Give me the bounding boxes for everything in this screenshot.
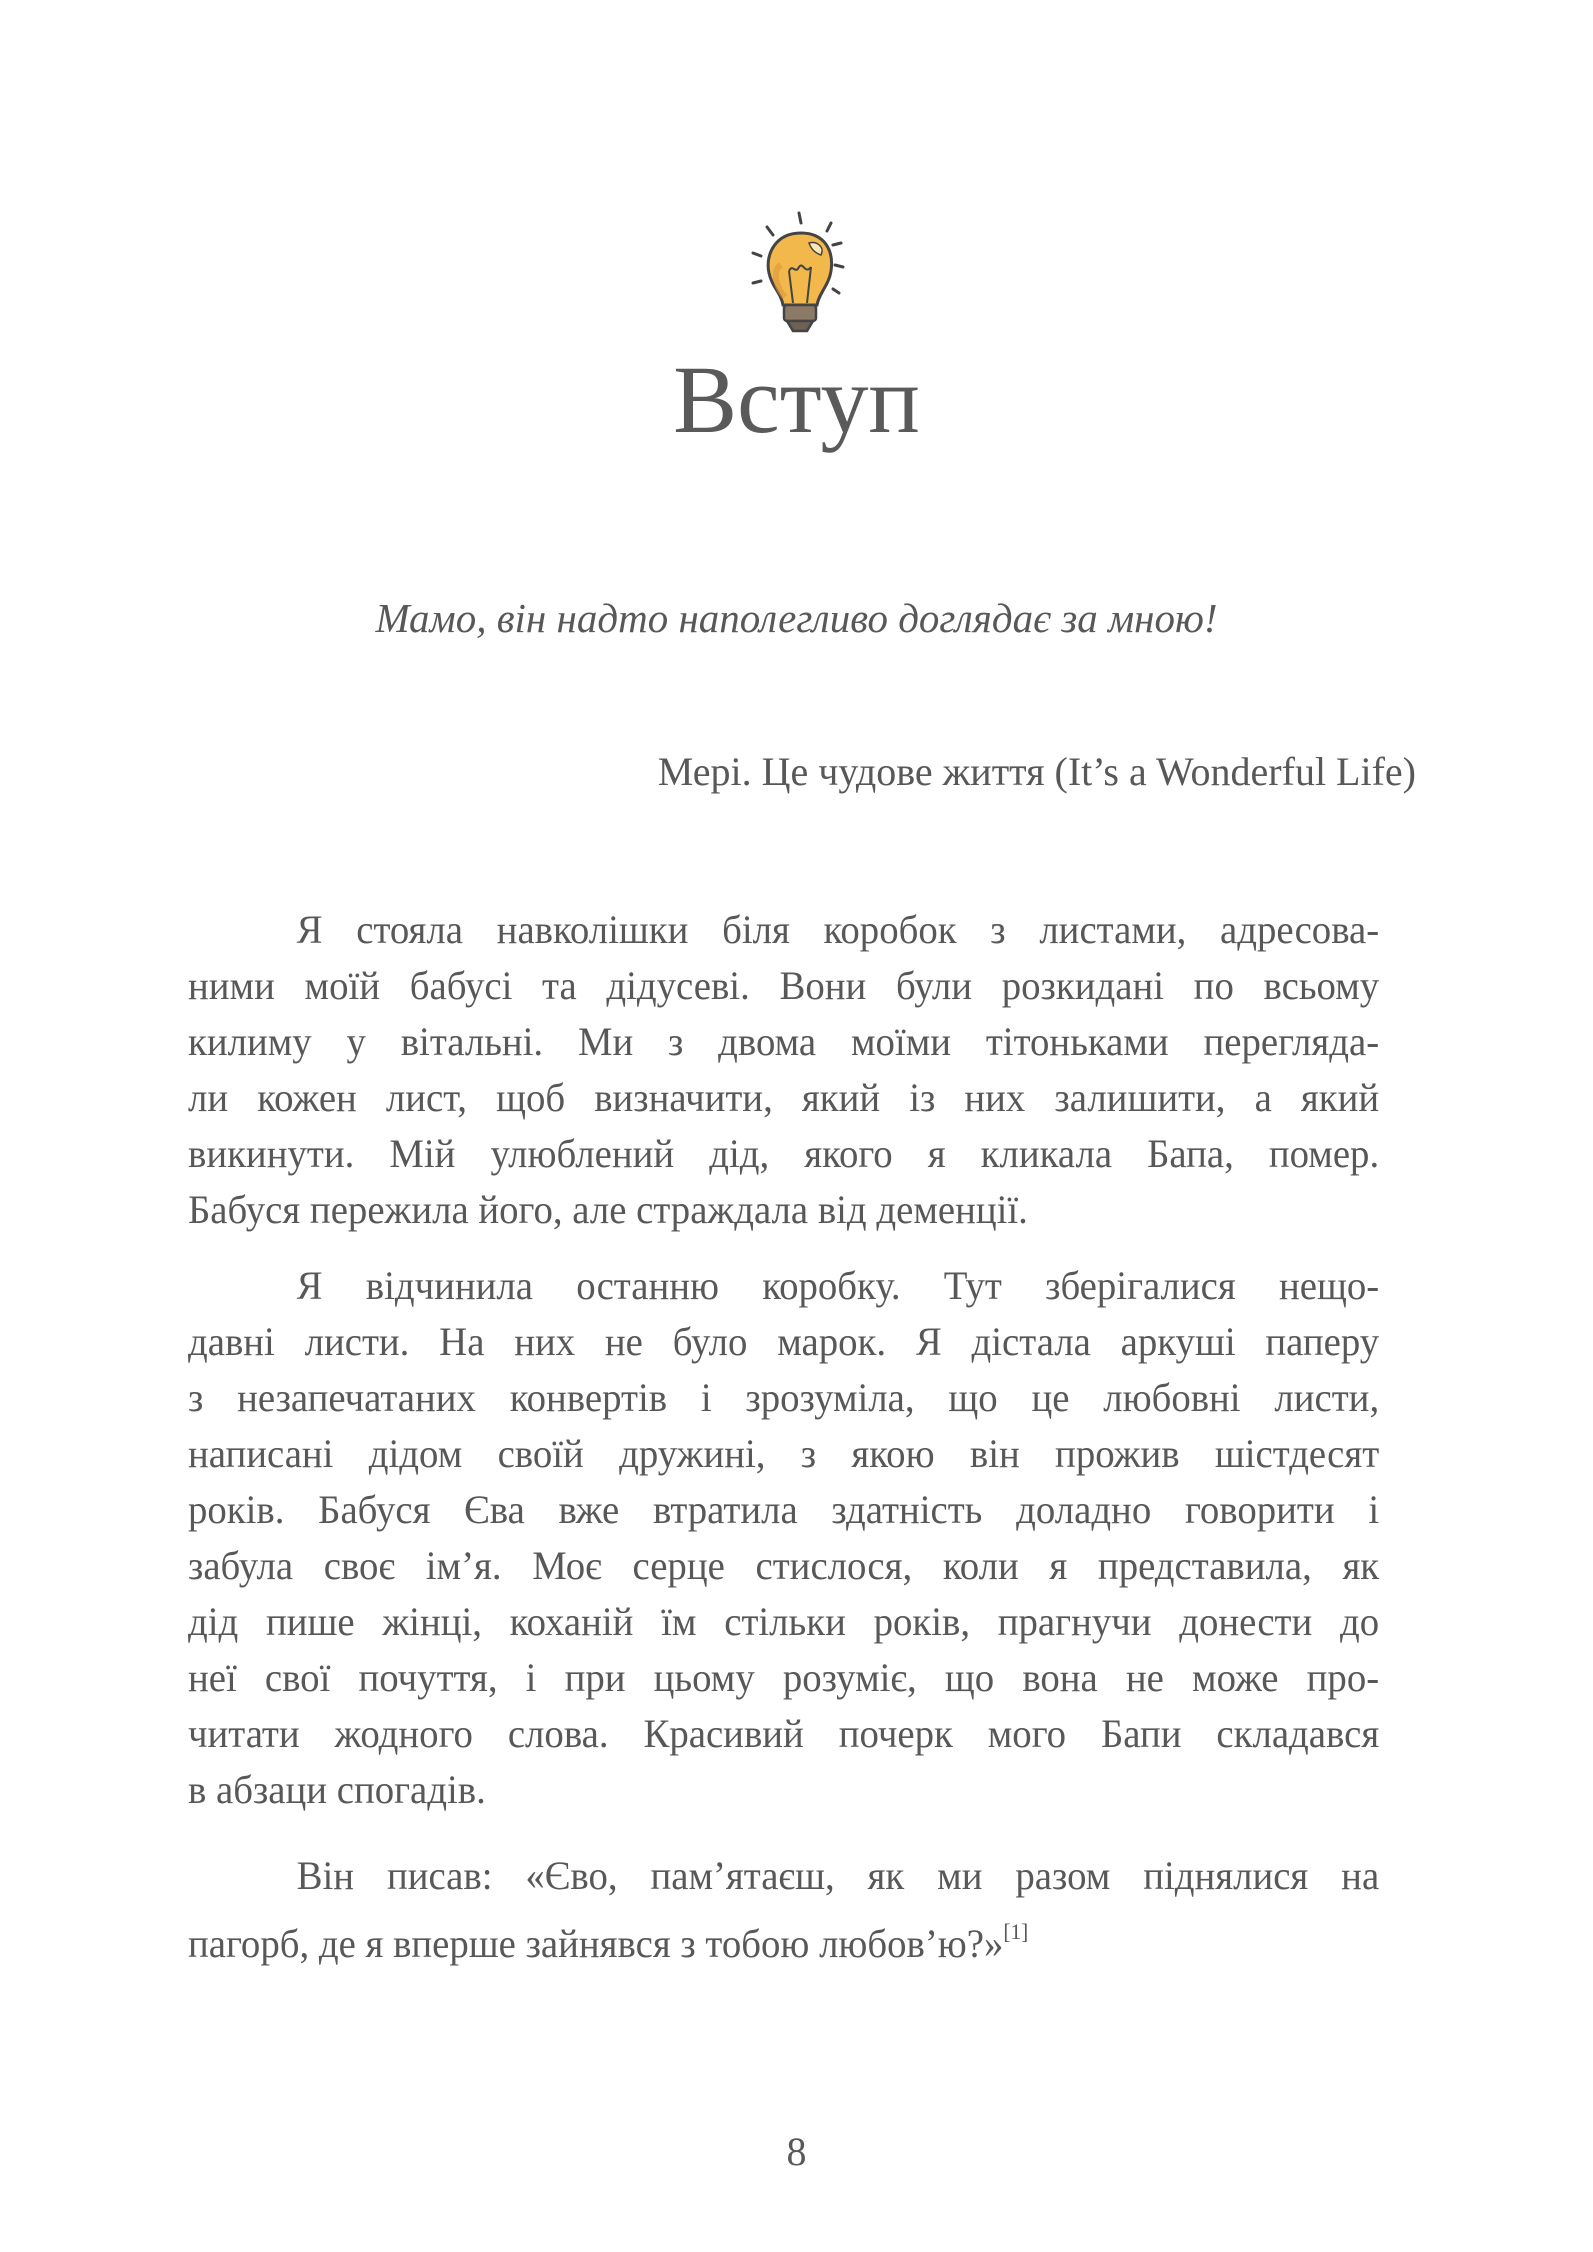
paragraph-3 [188,1848,1416,1972]
footnote-link[interactable]: [1] [1003,1919,1029,1944]
text-line: написані дідом своїй дружині, з якою він прожив шістдесят [188,1431,1380,1476]
text-line: ли кожен лист, щоб визначити, який із них залишити, а який [188,1075,1380,1120]
paragraph-2 [188,1258,1416,1818]
paragraph-1 [188,902,1416,1238]
text-line: Бабуся пережила його, але страждала від деменції. [188,1187,1028,1232]
text-line: читати жодного слова. Красивий почерк мого Бапи складався [188,1711,1380,1756]
text-line: килиму у вітальні. Ми з двома моїми тітоньками переглядa- [188,1019,1380,1064]
text-line: давні листи. На них не було марок. Я дістала аркуші паперу [188,1319,1380,1364]
page-number: 8 [786,2129,807,2174]
text-line: неї свої почуття, і при цьому розуміє, що вона не може про- [188,1655,1380,1700]
text-line: дід пише жінці, коханій їм стільки років, прагнучи донести до [188,1599,1380,1644]
text-line: забула своє ім’я. Моє серце стислося, коли я представила, як [188,1543,1380,1588]
text-line [188,1904,1379,1972]
text-line: викинути. Мій улюблений дід, якого я кликала Бапа, помер. [188,1131,1380,1176]
text-line: Я відчинила останню коробку. Тут зберігалися нещо- [296,1263,1380,1308]
text-line: Він писав: «Єво, пам’ятаєш, як ми разом піднялися на [296,1853,1380,1898]
text-line: з незапечатаних конвертів і зрозуміла, що це любовні листи, [188,1375,1380,1420]
text-line: років. Бабуся Єва вже втратила здатність доладно говорити і [188,1487,1380,1532]
text-line: ними моїй бабусі та дідусеві. Вони були розкидані по всьому [188,963,1380,1008]
page-title: Вступ [673,346,920,453]
text-line: в абзаци спогадів. [188,1767,486,1812]
epigraph-attribution: Мері. Це чудове життя (It’s a Wonderful Life) [657,749,1416,794]
text-line-content: пагорб, де я вперше зайнявся з тобою любов’ю?» [188,1921,1004,1966]
text-line: Я стояла навколішки біля коробок з листами, адресова- [296,907,1380,952]
lightbulb-icon [741,205,861,345]
epigraph: Мамо, він надто наполегливо доглядає за мною! [375,595,1218,641]
